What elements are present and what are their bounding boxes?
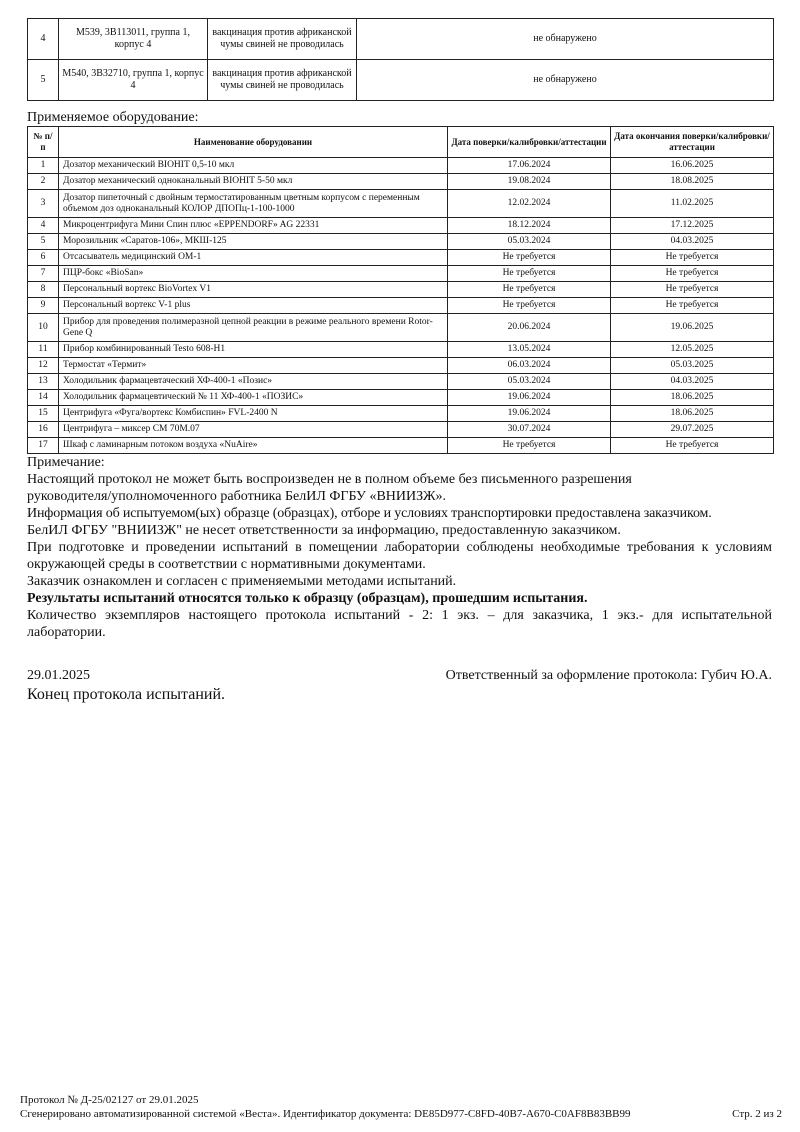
equipment-date: 19.08.2024: [448, 174, 611, 190]
equipment-date: 30.07.2024: [448, 422, 611, 438]
equipment-num: 10: [28, 314, 59, 342]
equipment-end-date: 04.03.2025: [611, 234, 774, 250]
equipment-date: 05.03.2024: [448, 374, 611, 390]
table-row: [28, 174, 774, 190]
equipment-num: 1: [28, 158, 59, 174]
equipment-name: Микроцентрифуга Мини Спин плюс «EPPENDORF» AG 22331: [59, 218, 448, 234]
footer: [20, 1093, 782, 1121]
sample-id: M540, 3B32710, группа 1, корпус 4: [59, 60, 208, 101]
equipment-name: Персональный вортекс BioVortex V1: [59, 282, 448, 298]
samples-table: [27, 18, 774, 101]
notes-sample-info: Информация об испытуемом(ых) образце (образцах), отборе и условиях транспортировки предоставлена заказчиком.: [27, 506, 712, 521]
equipment-end-date: 18.08.2025: [611, 174, 774, 190]
equipment-date: 18.12.2024: [448, 218, 611, 234]
equipment-name: Дозатор механический BIOHIT 0,5-10 мкл: [59, 158, 448, 174]
table-row: [28, 314, 774, 342]
equipment-end-date: Не требуется: [611, 282, 774, 298]
signature-responsible: Ответственный за оформление протокола: Губич Ю.А.: [445, 668, 772, 683]
equipment-end-date: 18.06.2025: [611, 406, 774, 422]
table-row: [28, 250, 774, 266]
equipment-end-date: Не требуется: [611, 266, 774, 282]
table-row: [28, 374, 774, 390]
equipment-name: Центрифуга «Фуга/вортекс Комбиспин» FVL-2400 N: [59, 406, 448, 422]
equipment-name: Прибор комбинированный Testo 608-H1: [59, 342, 448, 358]
equipment-date: Не требуется: [448, 266, 611, 282]
notes-results-scope: Результаты испытаний относятся только к образцу (образцам), прошедшим испытания.: [27, 591, 588, 606]
equipment-num: 17: [28, 438, 59, 454]
equipment-name: Дозатор механический одноканальный BIOHIT 5-50 мкл: [59, 174, 448, 190]
equipment-name: ПЦР-бокс «BioSan»: [59, 266, 448, 282]
table-row: [28, 406, 774, 422]
notes-heading: Примечание:: [27, 455, 105, 470]
equipment-date: Не требуется: [448, 438, 611, 454]
header-end-date: Дата окончания поверки/калибровки/аттестации: [611, 127, 774, 158]
equipment-num: 11: [28, 342, 59, 358]
table-row: [28, 298, 774, 314]
equipment-num: 8: [28, 282, 59, 298]
table-row: [28, 358, 774, 374]
signature-date: 29.01.2025: [27, 668, 90, 683]
equipment-end-date: 04.03.2025: [611, 374, 774, 390]
sample-num: 4: [28, 19, 59, 60]
footer-generated-row: [20, 1107, 782, 1121]
table-row: [28, 390, 774, 406]
header-name: Наименование оборудовании: [59, 127, 448, 158]
equipment-end-date: 18.06.2025: [611, 390, 774, 406]
notes-copies: Количество экземпляров настоящего протокола испытаний - 2: 1 экз. – для заказчика, 1 экз.- для испытательной лаборатории.: [27, 608, 772, 640]
table-row: [28, 438, 774, 454]
notes-reproduction-line2: руководителя/уполномоченного работника БелИЛ ФГБУ «ВНИИЗЖ».: [27, 489, 446, 504]
equipment-name: Шкаф с ламинарным потоком воздуха «NuAire»: [59, 438, 448, 454]
equipment-end-date: 11.02.2025: [611, 190, 774, 218]
equipment-end-date: 12.05.2025: [611, 342, 774, 358]
equipment-num: 4: [28, 218, 59, 234]
equipment-date: 12.02.2024: [448, 190, 611, 218]
header-date: Дата поверки/калибровки/аттестации: [448, 127, 611, 158]
equipment-num: 3: [28, 190, 59, 218]
equipment-date: Не требуется: [448, 298, 611, 314]
equipment-date: 06.03.2024: [448, 358, 611, 374]
table-row: [28, 342, 774, 358]
equipment-end-date: 05.03.2025: [611, 358, 774, 374]
footer-generated: Сгенерировано автоматизированной системой «Веста». Идентификатор документа: DE85D977-C8FD-40B7-A670-C0AF8B83BB99: [20, 1108, 631, 1120]
equipment-name: Персональный вортекс V-1 plus: [59, 298, 448, 314]
footer-protocol-number: Протокол № Д-25/02127 от 29.01.2025: [20, 1094, 199, 1106]
equipment-name: Прибор для проведения полимеразной цепной реакции в режиме реального времени Rotor-Gene Q: [59, 314, 448, 342]
equipment-name: Отсасыватель медицинский ОМ-1: [59, 250, 448, 266]
equipment-num: 7: [28, 266, 59, 282]
equipment-name: Холодильник фармацевтический № 11 ХФ-400-1 «ПОЗИС»: [59, 390, 448, 406]
end-of-protocol: Конец протокола испытаний.: [27, 686, 226, 703]
header-num: № п/п: [28, 127, 59, 158]
equipment-num: 12: [28, 358, 59, 374]
table-row: [28, 218, 774, 234]
notes-section: [27, 454, 772, 641]
equipment-end-date: 29.07.2025: [611, 422, 774, 438]
equipment-end-date: Не требуется: [611, 438, 774, 454]
equipment-num: 6: [28, 250, 59, 266]
equipment-date: 19.06.2024: [448, 406, 611, 422]
table-row: [28, 60, 774, 101]
equipment-date: 17.06.2024: [448, 158, 611, 174]
equipment-num: 15: [28, 406, 59, 422]
table-row: [28, 190, 774, 218]
table-header-row: [28, 127, 774, 158]
equipment-title: Применяемое оборудование:: [27, 110, 199, 125]
equipment-end-date: 17.12.2025: [611, 218, 774, 234]
page-number: Стр. 2 из 2: [732, 1108, 782, 1120]
equipment-date: Не требуется: [448, 282, 611, 298]
equipment-date: Не требуется: [448, 250, 611, 266]
sample-vaccination: вакцинация против африканской чумы свиней не проводилась: [208, 19, 357, 60]
equipment-name: Термостат «Термит»: [59, 358, 448, 374]
sample-id: M539, 3B113011, группа 1, корпус 4: [59, 19, 208, 60]
equipment-table: [27, 126, 774, 454]
notes-conditions: При подготовке и проведении испытаний в помещении лаборатории соблюдены необходимые требования к условиям окружающей среды в соответствии с нормативными документами.: [27, 540, 772, 572]
equipment-num: 9: [28, 298, 59, 314]
sample-result: не обнаружено: [357, 60, 774, 101]
equipment-date: 19.06.2024: [448, 390, 611, 406]
equipment-date: 05.03.2024: [448, 234, 611, 250]
table-row: [28, 234, 774, 250]
equipment-end-date: 19.06.2025: [611, 314, 774, 342]
equipment-end-date: Не требуется: [611, 250, 774, 266]
equipment-name: Центрифуга – миксер СМ 70М.07: [59, 422, 448, 438]
table-row: [28, 19, 774, 60]
table-row: [28, 422, 774, 438]
table-row: [28, 158, 774, 174]
equipment-date: 13.05.2024: [448, 342, 611, 358]
table-row: [28, 282, 774, 298]
equipment-name: Морозильник «Саратов-106», МКШ-125: [59, 234, 448, 250]
notes-liability: БелИЛ ФГБУ "ВНИИЗЖ" не несет ответственности за информацию, предоставленную заказчиком.: [27, 523, 621, 538]
table-row: [28, 266, 774, 282]
sample-vaccination: вакцинация против африканской чумы свиней не проводилась: [208, 60, 357, 101]
equipment-num: 16: [28, 422, 59, 438]
equipment-name: Дозатор пипеточный с двойным термостатированным цветным корпусом с переменным объемом доз одноканальный КОЛОР ДПОПц-1-100-1000: [59, 190, 448, 218]
equipment-num: 13: [28, 374, 59, 390]
sample-num: 5: [28, 60, 59, 101]
notes-reproduction-line1: Настоящий протокол не может быть воспроизведен не в полном объеме без письменного разрешения: [27, 472, 632, 487]
equipment-name: Холодильник фармацевтаческий ХФ-400-1 «Позис»: [59, 374, 448, 390]
equipment-end-date: Не требуется: [611, 298, 774, 314]
equipment-num: 5: [28, 234, 59, 250]
sample-result: не обнаружено: [357, 19, 774, 60]
equipment-num: 14: [28, 390, 59, 406]
equipment-end-date: 16.06.2025: [611, 158, 774, 174]
equipment-date: 20.06.2024: [448, 314, 611, 342]
notes-methods: Заказчик ознакомлен и согласен с применяемыми методами испытаний.: [27, 574, 457, 589]
equipment-num: 2: [28, 174, 59, 190]
